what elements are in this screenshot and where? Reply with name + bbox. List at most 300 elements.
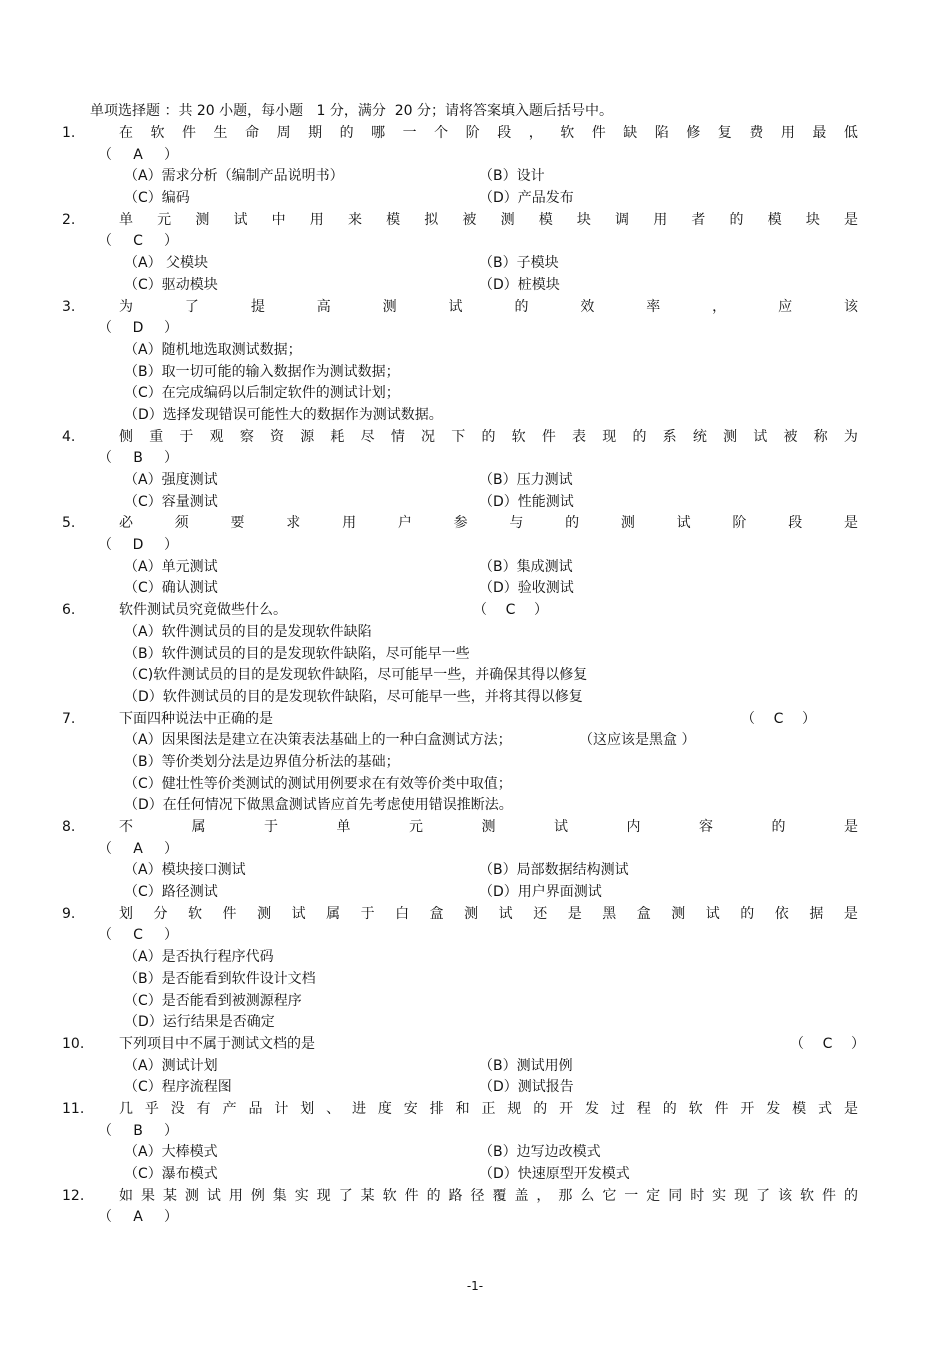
question-char: 率 [646, 298, 661, 315]
question-line [0, 123, 950, 145]
question-number: 5. [62, 515, 76, 532]
question-char: ， [712, 298, 727, 315]
question-char: 中 [271, 211, 286, 228]
question-char: 的 [740, 905, 755, 922]
question [0, 297, 950, 427]
question-char: 的 [771, 819, 786, 835]
question-line [0, 210, 950, 232]
question-char: 集 [272, 1187, 287, 1204]
open-paren: （ [473, 602, 487, 619]
question-char: 测 [481, 819, 496, 835]
question-char: 测 [464, 905, 479, 922]
question-char: 于 [179, 428, 194, 445]
question-char: 白 [395, 905, 410, 922]
open-paren: （ [790, 1035, 804, 1052]
question-char: 是 [567, 905, 582, 922]
question [0, 427, 950, 514]
option: （A）测试计划 [124, 1057, 218, 1074]
question [0, 210, 950, 297]
question-char: 黑 [602, 905, 617, 922]
option: （D）用户界面测试 [479, 884, 602, 901]
question-char: 用 [342, 515, 357, 532]
question-char: 者 [691, 211, 706, 228]
close-paren: ） [164, 320, 178, 337]
question-char: 重 [149, 428, 164, 445]
question-char: 情 [390, 428, 405, 445]
option: （D）产品发布 [479, 190, 574, 207]
option: （D）在任何情况下做黑盒测试皆应首先考虑使用错误推断法。 [124, 797, 513, 814]
question-char: 期 [308, 125, 323, 141]
question [0, 600, 950, 708]
question-char: 软 [188, 905, 203, 922]
question-char: 块 [805, 211, 820, 228]
question-number: 8. [62, 819, 76, 835]
question-char: 的 [632, 428, 647, 445]
question-char: 不 [119, 819, 133, 835]
question-char: 过 [610, 1100, 625, 1117]
question-char: 段 [497, 125, 512, 141]
option: （C）确认测试 [124, 580, 218, 597]
option: （D）性能测试 [479, 493, 574, 510]
option: （D）选择发现错误可能性大的数据作为测试数据。 [124, 406, 443, 423]
question-char: 用 [228, 1187, 243, 1204]
option: （C）编码 [124, 190, 190, 207]
answer-letter: D [132, 537, 144, 554]
question-text [119, 817, 858, 839]
question-char: 是 [843, 515, 858, 532]
answer-letter: A [133, 146, 143, 163]
question-char: 软 [382, 1187, 397, 1204]
question-char: 为 [119, 298, 133, 315]
question-char: 试 [676, 515, 691, 532]
question-char: 内 [626, 819, 641, 835]
question-char: 某 [360, 1187, 375, 1204]
question-char: 现 [602, 428, 617, 445]
answer-parentheses [473, 600, 548, 622]
option-row [0, 991, 950, 1013]
question-char: 容 [699, 819, 713, 835]
open-paren: （ [98, 927, 112, 944]
option: （B）局部数据结构测试 [479, 862, 629, 879]
question-text [119, 1186, 858, 1208]
question-char: 程 [636, 1100, 651, 1117]
answer-letter: D [132, 320, 144, 337]
question-char: 计 [274, 1100, 289, 1117]
question-char: 那 [558, 1187, 573, 1204]
question-char: 缺 [623, 125, 638, 141]
question-char: 效 [580, 298, 595, 315]
question-char: 路 [448, 1187, 463, 1204]
question-char: 该 [778, 1187, 793, 1204]
option: （B）测试用例 [479, 1057, 573, 1074]
question-line [0, 1186, 950, 1208]
question-char: 测 [184, 1187, 199, 1204]
open-paren: （ [98, 450, 112, 467]
question-char: 观 [209, 428, 224, 445]
answer-letter: B [133, 450, 143, 467]
option-row [0, 188, 950, 210]
option: （A）模块接口测试 [124, 862, 246, 879]
option-row [0, 405, 950, 427]
answer-letter: C [773, 710, 784, 727]
question-char: 产 [222, 1100, 237, 1117]
option-row [0, 730, 950, 752]
option-row [0, 166, 950, 188]
question-char: 侧 [119, 428, 133, 445]
close-paren: ） [163, 450, 178, 467]
question-char: 块 [576, 211, 591, 228]
annotation-note: （这应该是黑盒 ） [579, 732, 696, 749]
question-char: 了 [338, 1187, 353, 1204]
question-char: 阶 [465, 125, 480, 141]
question-char: 测 [257, 905, 272, 922]
question-char: 的 [426, 1187, 441, 1204]
close-paren: ） [534, 602, 548, 619]
option: （A）强度测试 [124, 472, 218, 488]
answer-line [0, 839, 950, 861]
question-number: 3. [62, 298, 76, 315]
question-line [0, 1034, 950, 1056]
question-char: 件 [822, 1187, 836, 1204]
question-char: 该 [843, 298, 858, 315]
option: （A）单元测试 [124, 558, 218, 575]
close-paren: ） [163, 840, 178, 857]
question-char: 模 [792, 1100, 807, 1117]
question-char: 品 [248, 1100, 263, 1117]
option-row [0, 1077, 950, 1099]
answer-letter: B [133, 1122, 143, 1139]
question-char: 属 [191, 819, 206, 835]
question-char: 尽 [360, 428, 375, 445]
question-char: 阶 [732, 515, 747, 532]
answer-line [0, 925, 950, 947]
question-char: 于 [360, 905, 375, 922]
option-row [0, 774, 950, 796]
option-row [0, 492, 950, 514]
question-char: 发 [766, 1100, 781, 1117]
question-char: 为 [843, 428, 858, 445]
question-char: 的 [565, 515, 580, 532]
question-char: 复 [717, 125, 732, 141]
option: （C）瀑布模式 [124, 1166, 218, 1182]
question-line [0, 904, 950, 926]
answer-line [0, 1207, 950, 1229]
question-char: 定 [646, 1187, 661, 1204]
open-paren: （ [98, 537, 112, 554]
answer-letter: C [822, 1035, 833, 1052]
question-char: 被 [462, 211, 477, 228]
question-char: 与 [509, 515, 524, 532]
answer-parentheses [98, 839, 178, 861]
question-char: 单 [336, 819, 351, 835]
question-char: 的 [662, 1100, 677, 1117]
question-char: 个 [434, 125, 449, 141]
question [0, 1099, 950, 1186]
question-char: 件 [541, 428, 556, 445]
option: （D）桩模块 [479, 276, 560, 293]
question-char: 户 [397, 515, 412, 532]
option: （C)软件测试员的目的是发现软件缺陷，尽可能早一些，并确保其得以修复 [124, 667, 588, 684]
question-char: 划 [300, 1100, 315, 1117]
option: （A） 父模块 [124, 255, 209, 272]
option-row [0, 340, 950, 362]
question [0, 1034, 950, 1099]
question-line [0, 297, 950, 319]
question-text [119, 1099, 858, 1121]
option: （C）是否能看到被测源程序 [124, 992, 302, 1009]
question-char: 现 [734, 1187, 749, 1204]
option: （D）快速原型开发模式 [479, 1166, 630, 1182]
question-char: 时 [690, 1187, 705, 1204]
question-char: 式 [818, 1100, 833, 1117]
question-char: 实 [294, 1187, 309, 1204]
question-char: 开 [559, 1100, 574, 1117]
option-row [0, 1142, 950, 1164]
question-char: 测 [671, 905, 686, 922]
close-paren: ） [802, 710, 816, 727]
question-text: 下列项目中不属于测试文档的是 [119, 1035, 315, 1052]
option: （B）取一切可能的输入数据作为测试数据； [124, 363, 400, 380]
option: （D）运行结果是否确定 [124, 1014, 275, 1031]
question-char: 么 [580, 1187, 595, 1204]
option-row [0, 947, 950, 969]
question-char: 哪 [371, 125, 386, 141]
answer-parentheses [98, 535, 178, 557]
question-char: 进 [352, 1100, 367, 1117]
question-char: 件 [404, 1187, 419, 1204]
question-char: 测 [195, 211, 210, 228]
question-char: 测 [723, 428, 738, 445]
question-char: 试 [498, 905, 513, 922]
close-paren: ） [163, 1209, 178, 1226]
question-char: 开 [740, 1100, 755, 1117]
question-char: 提 [250, 298, 265, 315]
answer-line [0, 318, 950, 340]
page-number: -1- [466, 1279, 484, 1293]
question-char: 了 [184, 298, 199, 315]
option: （B）软件测试员的目的是发现软件缺陷，尽可能早一些 [124, 645, 470, 662]
question-text [119, 904, 858, 926]
question-char: 软 [688, 1100, 703, 1117]
answer-line [0, 535, 950, 557]
question-char: 参 [453, 515, 468, 532]
question-char: 件 [182, 125, 197, 141]
question-char: 安 [403, 1100, 418, 1117]
question-char: 径 [470, 1187, 485, 1204]
question-char: ， [528, 125, 543, 141]
question-char: 的 [533, 1100, 548, 1117]
question-char: 盒 [636, 905, 651, 922]
option: （A）需求分析（编制产品说明书） [124, 168, 344, 185]
question [0, 817, 950, 904]
answer-line [0, 448, 950, 470]
question-char: 费 [749, 125, 764, 141]
question-char: 盖 [514, 1187, 529, 1204]
question-char: 度 [377, 1100, 392, 1117]
option: （B）是否能看到软件设计文档 [124, 970, 316, 987]
question-char: 高 [316, 298, 331, 315]
option: （A）随机地选取测试数据； [124, 341, 302, 358]
question-char: 生 [213, 125, 228, 141]
question-char: 资 [270, 428, 285, 445]
question-char: 一 [624, 1187, 639, 1204]
question-char: 实 [712, 1187, 727, 1204]
question-char: 是 [844, 819, 858, 835]
question-number: 10. [62, 1035, 85, 1052]
open-paren: （ [98, 840, 112, 857]
answer-letter: C [133, 927, 143, 944]
question-number: 9. [62, 905, 76, 922]
option: （D）软件测试员的目的是发现软件缺陷，尽可能早一些，并将其得以修复 [124, 688, 583, 705]
question-char: 排 [429, 1100, 444, 1117]
open-paren: （ [98, 320, 112, 337]
answer-parentheses [98, 1207, 178, 1229]
question-char: 须 [174, 515, 189, 532]
question-char: 被 [783, 428, 798, 445]
answer-parentheses [98, 145, 178, 167]
option: （B）边写边改模式 [479, 1144, 601, 1161]
close-paren: ） [164, 537, 178, 554]
close-paren: ） [851, 1035, 865, 1052]
option: （C）健壮性等价类测试的测试用例要求在有效等价类中取值； [124, 775, 512, 792]
question-char: 没 [170, 1100, 185, 1117]
option-row [0, 383, 950, 405]
answer-parentheses [790, 1034, 865, 1056]
question-char: 称 [813, 428, 828, 445]
option-row [0, 275, 950, 297]
question-char: 测 [382, 298, 397, 315]
question-char: 测 [620, 515, 635, 532]
option: （D）验收测试 [479, 580, 574, 597]
option-row [0, 362, 950, 384]
question [0, 513, 950, 600]
question-char: 据 [809, 905, 824, 922]
question-text [119, 297, 858, 319]
open-paren: （ [98, 1209, 112, 1226]
option-row [0, 795, 950, 817]
question-number: 12. [62, 1187, 85, 1204]
question-line [0, 817, 950, 839]
question-char: 规 [507, 1100, 522, 1117]
option: （A）软件测试员的目的是发现软件缺陷 [124, 623, 372, 640]
question-char: 的 [339, 125, 354, 141]
option-row [0, 622, 950, 644]
question-char: 最 [812, 125, 827, 141]
question-list [0, 123, 950, 1229]
option-row [0, 644, 950, 666]
question-char: 盒 [429, 905, 444, 922]
question-char: 覆 [492, 1187, 507, 1204]
answer-parentheses [741, 709, 816, 731]
question-char: 的 [729, 211, 744, 228]
question-char: 下 [451, 428, 466, 445]
question-char: 属 [326, 905, 341, 922]
close-paren: ） [163, 1122, 178, 1139]
question [0, 1186, 950, 1229]
option-row [0, 1164, 950, 1186]
question-char: 软 [560, 125, 575, 141]
option: （B）压力测试 [479, 472, 573, 488]
option-row [0, 470, 950, 492]
question-char: 它 [602, 1187, 617, 1204]
question-text [119, 427, 858, 449]
question-char: 有 [196, 1100, 211, 1117]
option: （B）等价类划分法是边界值分析法的基础； [124, 753, 400, 770]
question [0, 123, 950, 210]
question-line [0, 427, 950, 449]
question-char: 和 [455, 1100, 470, 1117]
answer-letter: A [133, 840, 143, 857]
question-char: 如 [119, 1187, 133, 1204]
question-char: 件 [222, 905, 237, 922]
question-number: 4. [62, 428, 76, 445]
question-char: 试 [206, 1187, 221, 1204]
question-char: 于 [264, 819, 278, 835]
question-number: 11. [62, 1100, 85, 1117]
option-row [0, 1056, 950, 1078]
option: （D）测试报告 [479, 1079, 574, 1096]
question-line [0, 600, 950, 622]
answer-letter: C [505, 602, 516, 619]
question-char: 例 [250, 1187, 265, 1204]
question-char: 是 [843, 211, 858, 228]
question-char: 件 [714, 1100, 729, 1117]
question-char: 必 [119, 515, 133, 532]
question-char: 划 [119, 905, 133, 922]
option-row [0, 687, 950, 709]
question-char: 一 [402, 125, 417, 141]
question-char: 试 [554, 819, 568, 835]
question-char: 发 [585, 1100, 600, 1117]
question-char: 陷 [654, 125, 669, 141]
option-row [0, 1012, 950, 1034]
question-number: 6. [62, 602, 76, 619]
option: （C）路径测试 [124, 884, 218, 901]
option-row [0, 882, 950, 904]
option: （A）是否执行程序代码 [124, 949, 274, 966]
question-char: 现 [316, 1187, 331, 1204]
question-char: 测 [500, 211, 515, 228]
question-line [0, 709, 950, 731]
question-char: 分 [153, 905, 168, 922]
question-char: 的 [514, 298, 529, 315]
answer-line [0, 145, 950, 167]
question-number: 2. [62, 211, 76, 228]
answer-line [0, 1121, 950, 1143]
option: （C）容量测试 [124, 493, 218, 510]
question-char: 依 [774, 905, 789, 922]
question-char: 段 [788, 515, 803, 532]
question-char: 元 [409, 819, 423, 835]
answer-line [0, 231, 950, 253]
question-char: 模 [767, 211, 782, 228]
question-char: 了 [756, 1187, 771, 1204]
section-intro: 单项选择题 ：共 20 小题，每小题 1 分，满分 20 分；请将答案填入题后括号中。 [90, 103, 614, 119]
question-char: 单 [119, 211, 133, 228]
question-text: 下面四种说法中正确的是 [119, 710, 273, 727]
question-number: 1. [62, 125, 76, 141]
question-char: 模 [386, 211, 401, 228]
close-paren: ） [164, 233, 178, 250]
option: （B）子模块 [479, 255, 559, 272]
question-char: 况 [421, 428, 436, 445]
option: （C）在完成编码以后制定软件的测试计划； [124, 385, 400, 402]
question-char: 还 [533, 905, 548, 922]
question-char: 要 [230, 515, 245, 532]
question-char: 周 [276, 125, 291, 141]
question-char: 、 [326, 1100, 341, 1117]
question-text [119, 210, 858, 232]
